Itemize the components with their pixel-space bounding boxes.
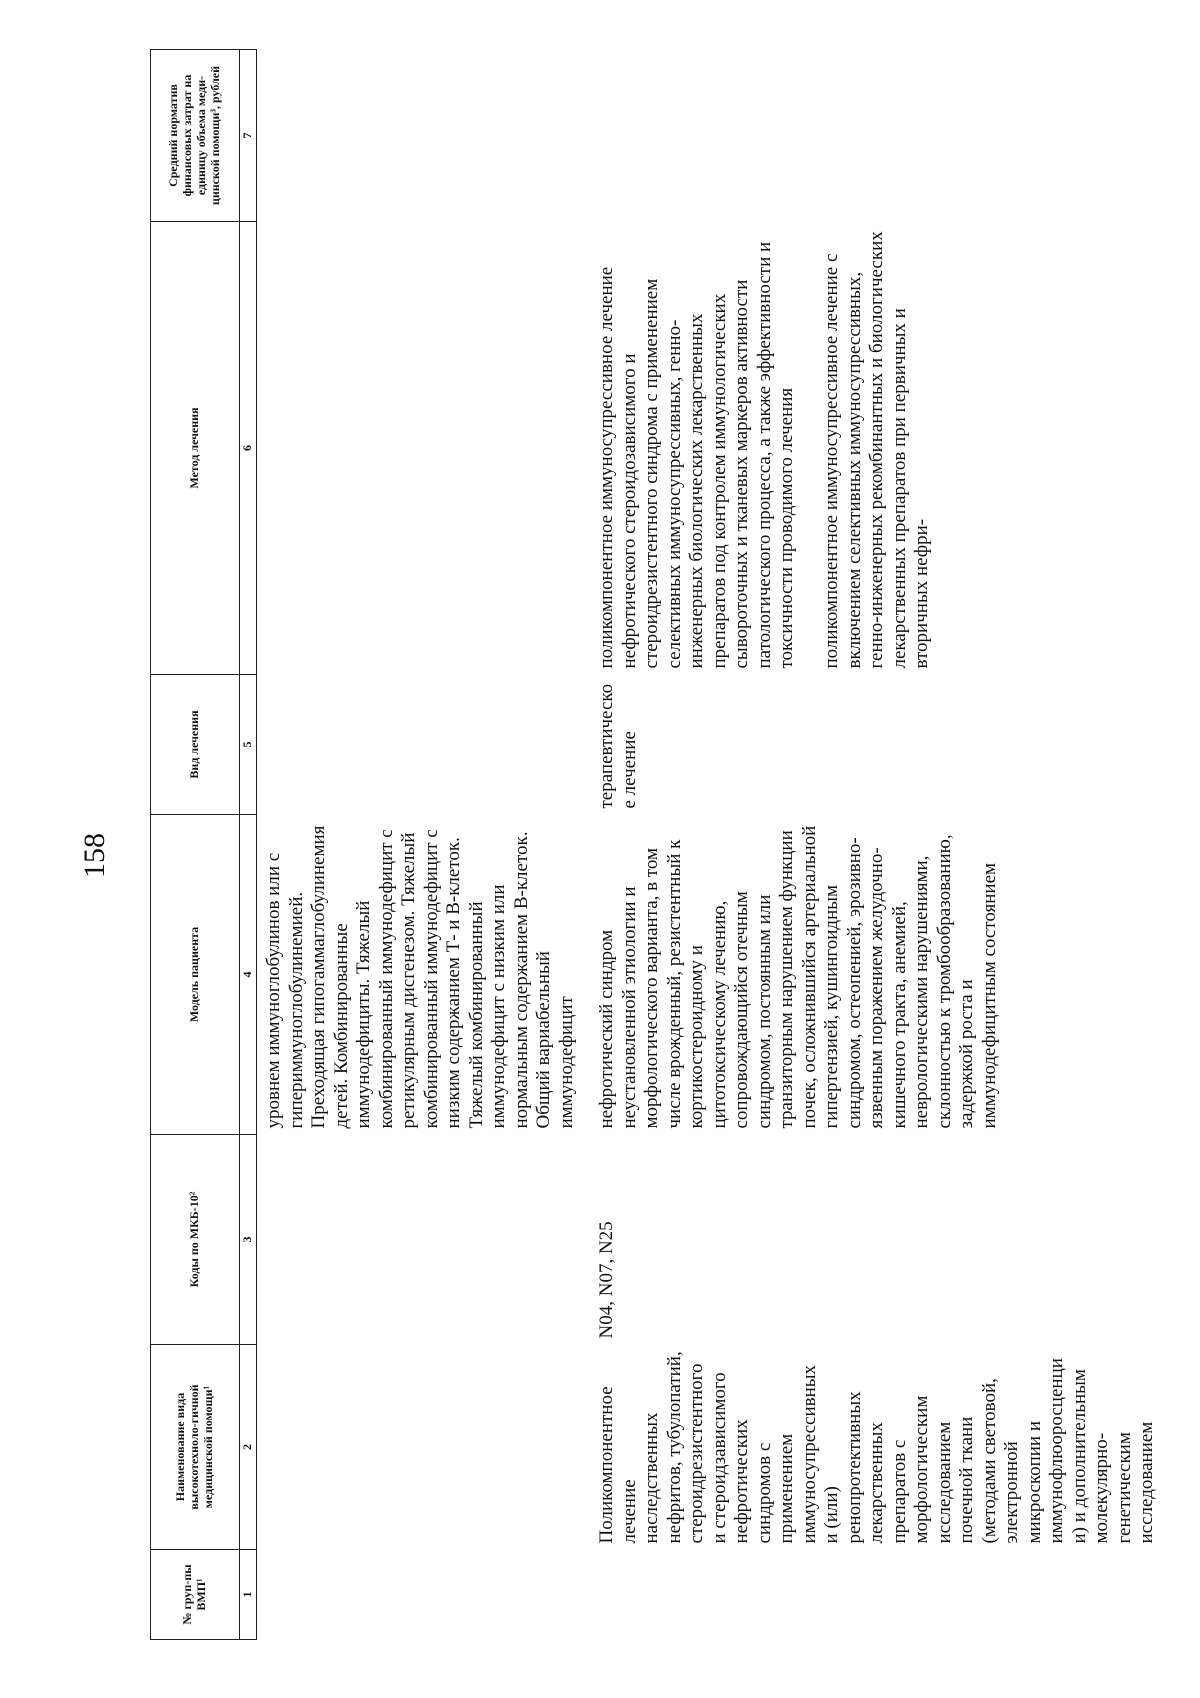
header-treatment-type: Вид лечения [151,675,240,815]
cell-cost-standard [592,50,1159,222]
table-row [257,50,593,1640]
column-number: 3 [240,1135,257,1345]
cell-icd-codes [257,1135,593,1345]
cell-treatment-method [592,222,1159,675]
header-group-number: № груп-пы ВМП¹ [151,1550,240,1640]
header-treatment-method: Метод лечения [151,222,240,675]
column-number: 6 [240,222,257,675]
treatment-method-2: поликомпонентное иммуносупрессивное лечение с включением селективных иммуносупрессивных, генно-инженерных рекомбинантных и биологических лекарственных препаратов при первичных и вторичных нефри- [821,231,932,669]
vmp-table [150,49,1159,1640]
header-patient-model: Модель пациента [151,815,240,1135]
column-number: 7 [240,50,257,222]
cell-treatment-type: терапевтическое лечение [596,683,640,809]
cell-treatment-type [257,675,593,815]
treatment-method-1: поликомпонентное иммуносупрессивное лечение нефротического стероидозависимого и стероидрезистентного синдрома с применением селективных иммуносупрессивных, генно-инженерных биологических лекарственных препаратов под контролем иммунологических сывороточных и тканевых маркеров активности патологического процесса, а также эффективности и токсичности проводимого лечения [596,241,797,669]
header-icd-codes: Коды по МКБ-10² [151,1135,240,1345]
paragraph-gap [799,228,822,669]
cell-icd-codes: N04, N07, N25 [596,1221,617,1339]
cell-treatment-method [257,222,593,675]
column-number: 2 [240,1345,257,1550]
cell-group-number [592,1550,1159,1640]
column-number-row [240,50,257,1640]
cell-patient-model: нефротический синдром неустановленной этиологии и морфологического варианта, в том числе врожденный, резистентный к кортикостероидному и цитотоксическому лечению, сопровождающийся отечным синдромом, постоянным или транзиторным нарушением функции почек, осложнившийся артериальной гипертензией, кушингоидным синдромом, остеопенией, эрозивно-язвенным поражением желудочно-кишечного тракта, анемией, неврологическими нарушениями, склонностью к тромбообразованию, задержкой роста и иммунодефицитным состоянием [596,825,1000,1129]
cell-cost-standard [257,50,593,222]
column-number: 1 [240,1550,257,1640]
column-number: 4 [240,815,257,1135]
header-vmp-name: Наименование вида высокотехноло-гичной медицинской помощи¹ [151,1345,240,1550]
cell-group-number [257,1550,593,1640]
header-cost-standard: Средний норматив финансовых затрат на единицу объема меди-цинской помощи³, рублей [151,50,240,222]
table-row [592,50,1159,1640]
cell-vmp-name [257,1345,593,1550]
cell-patient-model: уровнем иммуноглобулинов или с гипериммуноглобулинемией. Преходящая гипогаммаглобулинемия детей. Комбинированные иммунодефициты. Тяжелый комбинированный иммунодефицит с ретикулярным дисгенезом. Тяжелый комбинированный иммунодефицит с низким содержанием Т- и В-клеток. Тяжелый комбинированный иммунодефицит с низким или нормальным содержанием В-клеток. Общий вариабельный иммунодефицит [263,825,577,1129]
column-number: 5 [240,675,257,815]
page-number: 158 [78,833,111,878]
table-header-row [151,50,240,1640]
cell-vmp-name: Поликомпонентное лечение наследственных нефритов, тубулопатий, стероидрезистентного и стероидзависимого нефротических синдромов с применением иммуносупрессивных и (или) ренопротективных лекарственных препаратов с морфологическим исследованием почечной ткани (методами световой, электронной микроскопии и иммунофлюоросценции) и дополнительным молекулярно-генетическим исследованием [596,1351,1157,1544]
